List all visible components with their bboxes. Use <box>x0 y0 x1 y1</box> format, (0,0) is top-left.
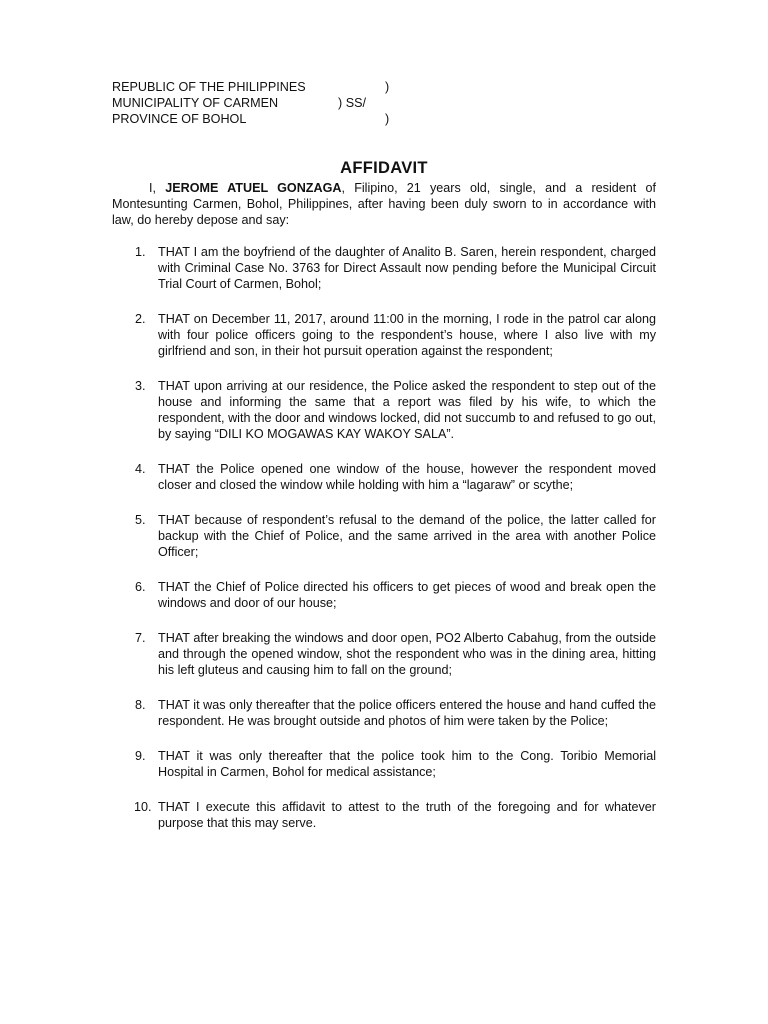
item-text: THAT on December 11, 2017, around 11:00 in the morning, I rode in the patrol car along with four police officers going to the respondent’s house, where I also live with my girlfriend and son, in their hot pursuit operation against the respondent; <box>158 312 656 358</box>
item-number: 3. <box>135 379 146 393</box>
caption-line <box>112 79 390 95</box>
list-item <box>112 799 656 831</box>
intro-paragraph <box>112 180 656 228</box>
intro-text: , Filipino, 21 years old, single, and a resident of Montesunting Carmen, Bohol, Philippines, after having been duly sworn to in accordance with law, do hereby depose and say: <box>112 181 656 227</box>
item-number: 8. <box>135 698 146 712</box>
list-item <box>112 461 656 493</box>
caption-mark: ) <box>385 112 390 126</box>
item-text: THAT it was only thereafter that the police officers entered the house and hand cuffed the respondent. He was brought outside and photos of him were taken by the Police; <box>158 698 656 728</box>
intro-pronoun: I, <box>149 181 166 195</box>
caption-text: MUNICIPALITY OF CARMEN <box>112 96 279 110</box>
item-number: 6. <box>135 580 146 594</box>
list-item <box>112 244 656 292</box>
item-text: THAT the Chief of Police directed his officers to get pieces of wood and break open the windows and door of our house; <box>158 580 656 610</box>
list-item <box>112 748 656 780</box>
item-number: 9. <box>135 749 146 763</box>
item-number: 10. <box>134 800 152 814</box>
list-item <box>112 579 656 611</box>
caption-mark: ) <box>385 80 390 94</box>
item-number: 2. <box>135 312 146 326</box>
item-number: 4. <box>135 462 146 476</box>
item-text: THAT I am the boyfriend of the daughter of Analito B. Saren, herein respondent, charged with Criminal Case No. 3763 for Direct Assault now pending before the Municipal Circuit Trial Court of Carmen, Bohol; <box>158 245 656 291</box>
allegations-list <box>112 244 656 850</box>
list-item <box>112 697 656 729</box>
affiant-name: JEROME ATUEL GONZAGA <box>165 181 342 195</box>
list-item <box>112 311 656 359</box>
list-item <box>112 630 656 678</box>
item-text: THAT after breaking the windows and door open, PO2 Alberto Cabahug, from the outside and through the opened window, shot the respondent who was in the dining area, hitting his left gluteus and causing him to fall on the ground; <box>158 631 656 677</box>
document-title: AFFIDAVIT <box>340 159 428 177</box>
item-text: THAT upon arriving at our residence, the Police asked the respondent to step out of the house and informing the same that a report was filed by his wife, to which the respondent, with the door and windows locked, did not succumb to and refused to go out, by saying “DILI KO MOGAWAS KAY WAKOY SALA”. <box>158 379 656 441</box>
caption-line <box>112 111 390 127</box>
caption-mark: ) SS/ <box>338 96 366 110</box>
item-text: THAT I execute this affidavit to attest to the truth of the foregoing and for whatever purpose that this may serve. <box>158 800 656 830</box>
caption-text: PROVINCE OF BOHOL <box>112 112 247 126</box>
venue-caption <box>112 79 390 127</box>
caption-text: REPUBLIC OF THE PHILIPPINES <box>112 80 306 94</box>
item-number: 1. <box>135 245 146 259</box>
item-number: 5. <box>135 513 146 527</box>
item-text: THAT the Police opened one window of the house, however the respondent moved closer and closed the window while holding with him a “lagaraw” or scythe; <box>158 462 656 492</box>
item-number: 7. <box>135 631 146 645</box>
item-text: THAT because of respondent’s refusal to the demand of the police, the latter called for backup with the Chief of Police, and the same arrived in the area with another Police Officer; <box>158 513 656 559</box>
caption-line <box>112 95 366 111</box>
list-item <box>112 512 656 560</box>
item-text: THAT it was only thereafter that the police took him to the Cong. Toribio Memorial Hospital in Carmen, Bohol for medical assistance; <box>158 749 656 779</box>
list-item <box>112 378 656 442</box>
